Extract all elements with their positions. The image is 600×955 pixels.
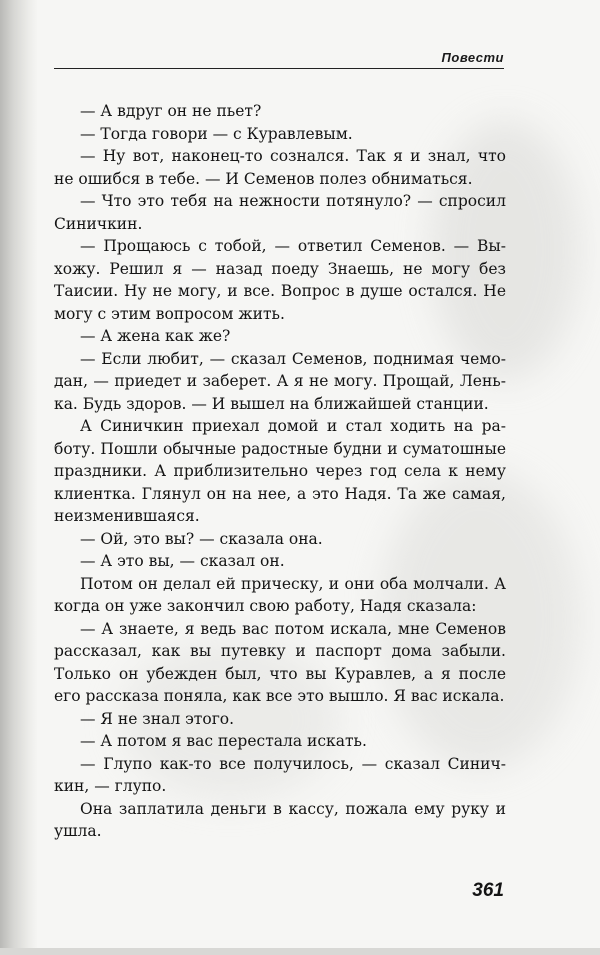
paragraph: — Прощаюсь с тобой, — ответил Семенов. — Выхожу. Решил я — назад поеду Знаешь, не могу без Таисии. Ну не могу, и все. Вопрос в душе остался. Не могу с этим вопросом жить.	[54, 237, 506, 323]
paragraph: — Я не знал этого.	[80, 709, 235, 728]
paragraph: Она заплатила деньги в кассу, пожала ему руку и ушла.	[54, 799, 506, 840]
paragraph: — А вдруг он не пьет?	[80, 102, 262, 120]
paragraph: — Ну вот, наконец-то сознался. Так я и знал, что не ошибся в тебе. — И Семенов полез обниматься.	[54, 147, 506, 188]
paragraph: — А это вы, — сказал он.	[80, 552, 285, 570]
running-head: Повести	[441, 50, 504, 65]
paragraph: — Что это тебя на нежности потянуло? — спросил Синичкин.	[54, 192, 506, 233]
paragraph: — А знаете, я ведь вас потом искала, мне Семенов рассказал, как вы путевку и паспорт дома забыли. Только он убежден был, что вы Куравлев, а я после его рассказа поняла, как все это вышло. Я вас искала.	[54, 619, 506, 705]
paragraph: — Глупо как-то все получилось, — сказал Синичкин, — глупо.	[54, 754, 506, 795]
paragraph: А Синичкин приехал домой и стал ходить на работу. Пошли обычные радостные будни и суматошные праздники. А приблизительно через год села к нему клиентка. Глянул он на нее, а это Надя. Та же самая, неизменившаяся.	[54, 417, 506, 525]
paragraph: — Ой, это вы? — сказала она.	[80, 529, 323, 548]
page-number: 361	[472, 880, 504, 901]
paragraph: — А потом я вас перестала искать.	[80, 732, 367, 750]
binding-shadow	[0, 0, 38, 955]
header-rule	[54, 68, 504, 69]
paragraph: — А жена как же?	[80, 327, 231, 345]
body-text	[54, 100, 506, 843]
page-bottom-edge	[0, 948, 600, 955]
paragraph: — Тогда говори — с Куравлевым.	[80, 124, 353, 143]
paragraph: Потом он делал ей прическу, и они оба молчали. А когда он уже закончил свою работу, Надя сказала:	[54, 574, 506, 615]
paragraph: — Если любит, — сказал Семенов, поднимая чемодан, — приедет и заберет. А я не могу. Прощай, Ленька. Будь здоров. — И вышел на ближайшей станции.	[54, 349, 506, 413]
